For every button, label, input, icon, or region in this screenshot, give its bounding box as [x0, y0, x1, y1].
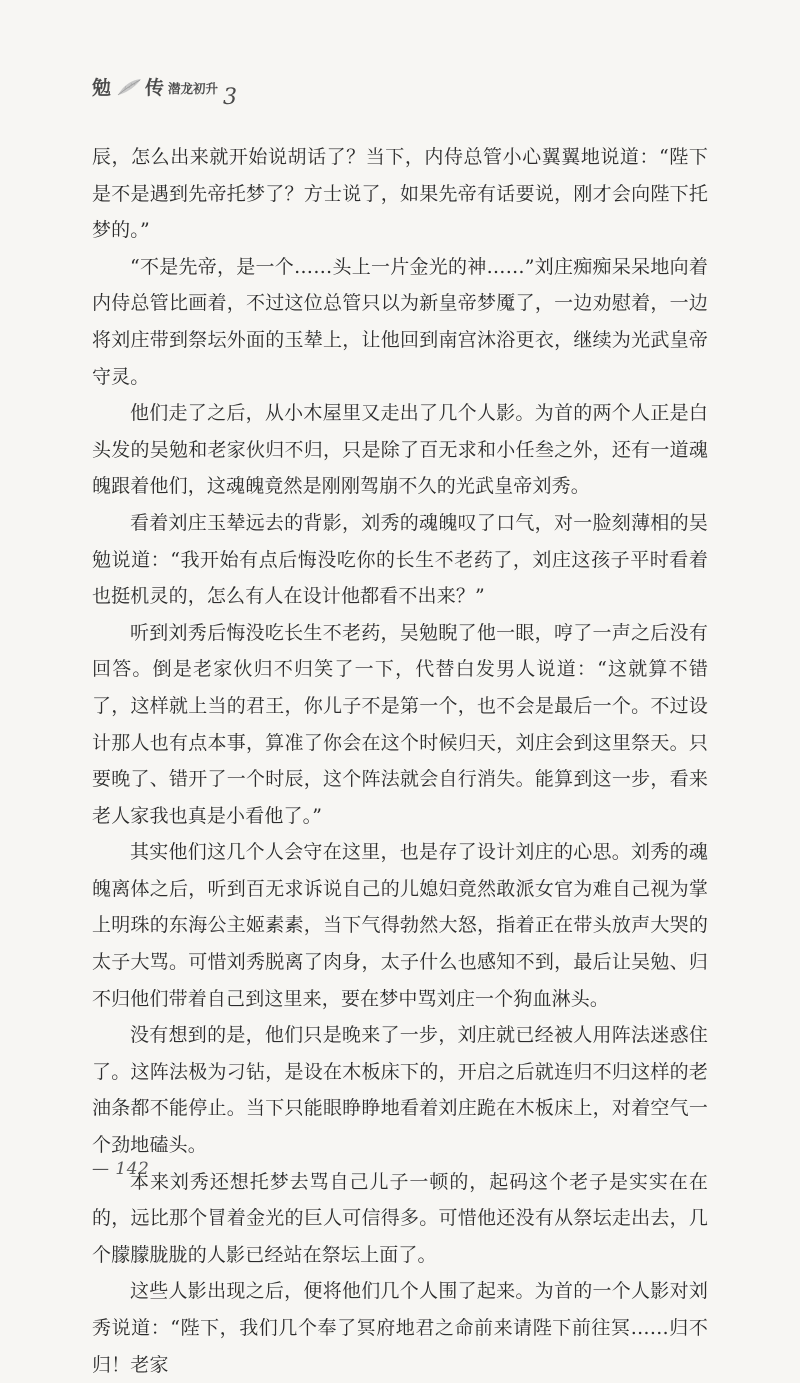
body-text — [92, 139, 708, 1383]
header-title-char-1: 勉 — [92, 77, 112, 99]
paragraph: 听到刘秀后悔没吃长生不老药，吴勉睨了他一眼，哼了一声之后没有回答。倒是老家伙归不归笑了一下，代替白发男人说道：“这就算不错了，这样就上当的君王，你儿子不是第一个，也不会是最后一个。不过设计那人也有点本事，算准了你会在这个时候归天，刘庄会到这里祭天。只要晚了、错开了一个时辰，这个阵法就会自行消失。能算到这一步，看来老人家我也真是小看他了。” — [92, 621, 708, 827]
paragraph: 看着刘庄玉辇远去的背影，刘秀的魂魄叹了口气，对一脸刻薄相的吴勉说道：“我开始有点后悔没吃你的长生不老药了，刘庄这孩子平时看着也挺机灵的，怎么有人在设计他都看不出来？” — [92, 511, 708, 608]
paragraph: 他们走了之后，从小木屋里又走出了几个人影。为首的两个人正是白头发的吴勉和老家伙归不归，只是除了百无求和小任叁之外，还有一道魂魄跟着他们，这魂魄竟然是刚刚驾崩不久的光武皇帝刘秀。 — [92, 402, 708, 498]
paragraph: 没有想到的是，他们只是晚来了一步，刘庄就已经被人用阵法迷惑住了。这阵法极为刁钻，是设在木板床下的，开启之后就连归不归这样的老油条都不能停止。当下只能眼睁睁地看着刘庄跪在木板床上，对着空气一个劲地磕头。 — [92, 1024, 708, 1157]
paragraph: 其实他们这几个人会守在这里，也是存了设计刘庄的心思。刘秀的魂魄离体之后，听到百无求诉说自己的儿媳妇竟然敢派女官为难自己视为掌上明珠的东海公主姬素素，当下气得勃然大怒，指着正在带头放声大哭的太子大骂。可惜刘秀脱离了肉身，太子什么也感知不到，最后让吴勉、归不归他们带着自己到这里来，要在梦中骂刘庄一个狗血淋头。 — [92, 841, 708, 1010]
paragraph: 本来刘秀还想托梦去骂自己儿子一顿的，起码这个老子是实实在在的，远比那个冒着金光的巨人可信得多。可惜他还没有从祭坛走出去，几个朦朦胧胧的人影已经站在祭坛上面了。 — [92, 1170, 708, 1266]
header-subtitle: 潜龙初升 — [168, 81, 219, 96]
paragraph: 这些人影出现之后，便将他们几个人围了起来。为首的一个人影对刘秀说道：“陛下，我们几个奉了冥府地君之命前来请陛下前往冥……归不归！老家 — [92, 1280, 708, 1376]
leaf-ornament-icon — [115, 76, 143, 98]
paragraph: 辰，怎么出来就开始说胡话了？当下，内侍总管小心翼翼地说道：“陛下是不是遇到先帝托梦了？方士说了，如果先帝有话要说，刚才会向陛下托梦的。” — [92, 146, 708, 242]
page-number: — 142 — [92, 1159, 150, 1179]
header-volume-number: 3 — [223, 85, 238, 110]
paragraph: “不是先帝，是一个……头上一片金光的神……”刘庄痴痴呆呆地向着内侍总管比画着，不过这位总管只以为新皇帝梦魇了，一边劝慰着，一边将刘庄带到祭坛外面的玉辇上，让他回到南宫沐浴更衣，继续为光武皇帝守灵。 — [92, 255, 708, 388]
running-header — [92, 62, 238, 110]
header-title-char-2: 传 — [145, 77, 165, 99]
